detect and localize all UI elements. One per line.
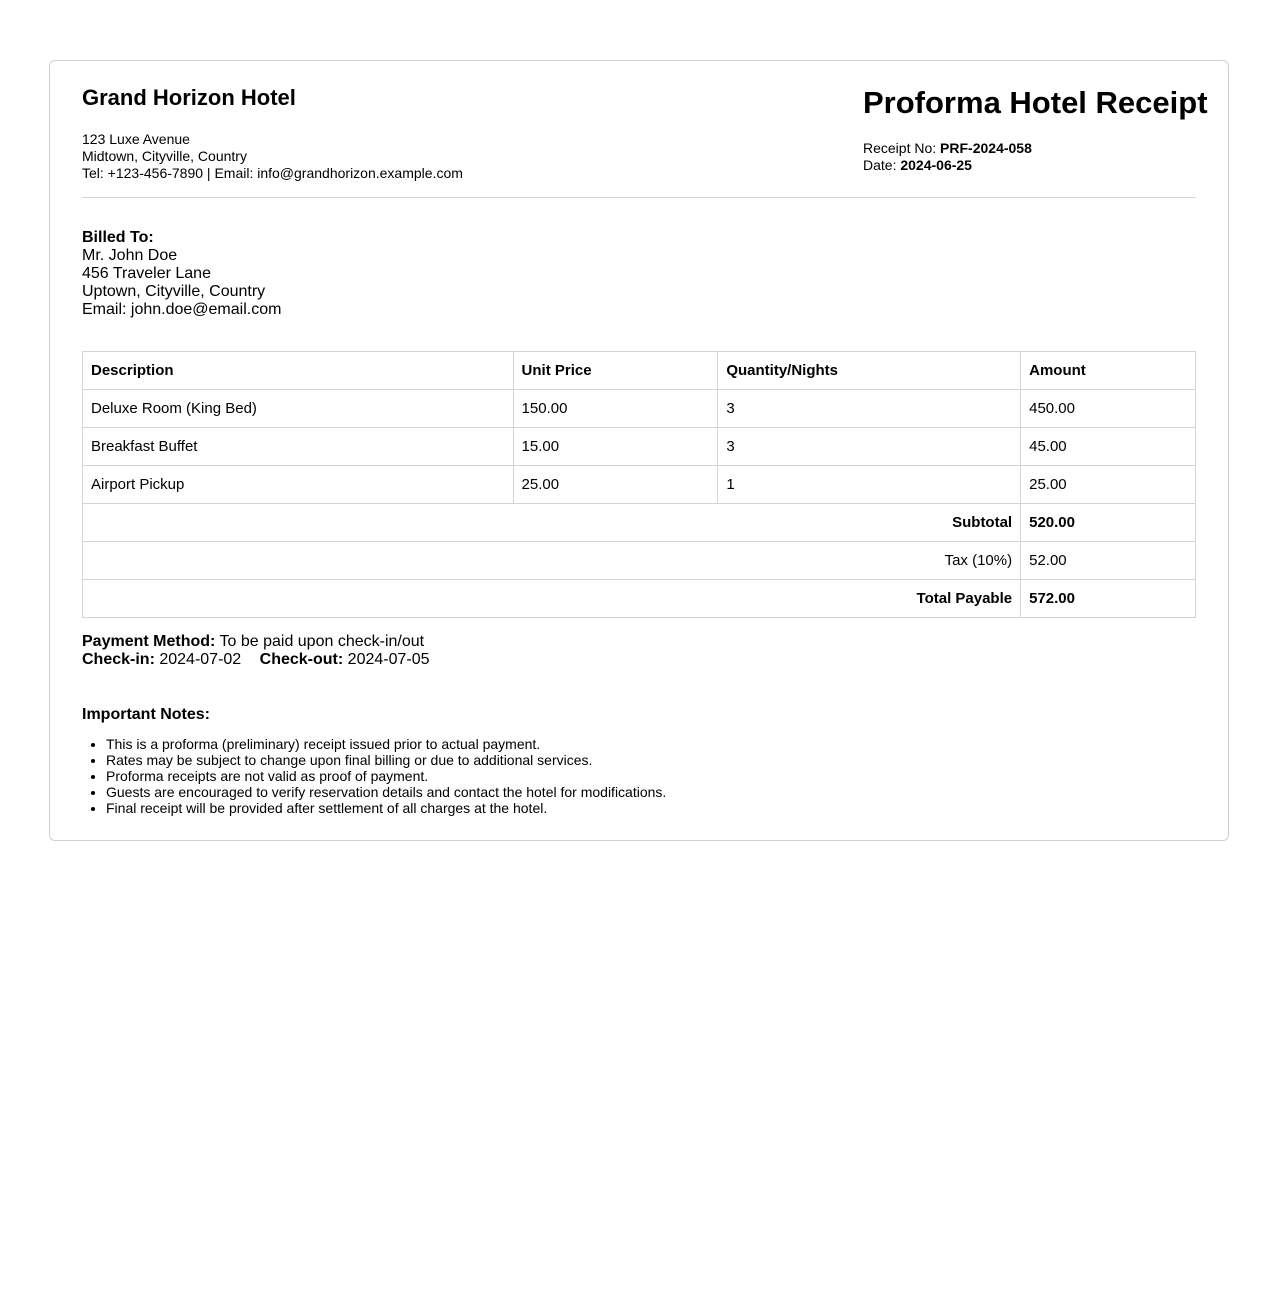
billed-to-email: Email: john.doe@email.com (82, 301, 282, 318)
column-header-unit-price: Unit Price (513, 352, 718, 390)
cell-unit-price: 25.00 (513, 466, 718, 504)
billed-to-label: Billed To: (82, 229, 154, 246)
billed-to-address-line2: Uptown, Cityville, Country (82, 283, 266, 300)
receipt-date: 2024-06-25 (900, 157, 972, 173)
table-row (83, 390, 1196, 428)
receipt-date-row (863, 157, 1032, 174)
total-row (83, 580, 1196, 618)
hotel-contact: Tel: +123-456-7890 | Email: info@grandhorizon.example.com (82, 165, 463, 181)
cell-amount: 45.00 (1021, 428, 1196, 466)
list-item: • Proforma receipts are not valid as proof of payment. (106, 768, 666, 784)
table-header-row (83, 352, 1196, 390)
subtotal-value: 520.00 (1021, 504, 1196, 542)
charges-table (82, 351, 1196, 618)
cell-unit-price: 15.00 (513, 428, 718, 466)
list-item: • Rates may be subject to change upon final billing or due to additional services. (106, 752, 666, 768)
column-header-description: Description (83, 352, 514, 390)
column-header-quantity: Quantity/Nights (718, 352, 1021, 390)
hotel-address (82, 131, 463, 182)
receipt-card (49, 60, 1229, 841)
cell-amount: 450.00 (1021, 390, 1196, 428)
cell-amount: 25.00 (1021, 466, 1196, 504)
list-item: • This is a proforma (preliminary) receipt issued prior to actual payment. (106, 736, 666, 752)
billed-to-address-line1: 456 Traveler Lane (82, 265, 211, 282)
notes-title: Important Notes: (82, 706, 210, 723)
subtotal-row (83, 504, 1196, 542)
checkout-date: 2024-07-05 (347, 651, 430, 668)
table-row (83, 466, 1196, 504)
receipt-number-row (863, 140, 1032, 157)
payment-method-row (82, 633, 430, 651)
receipt-meta (863, 140, 1032, 174)
payment-method-label: Payment Method: (82, 633, 216, 650)
hotel-name: Grand Horizon Hotel (82, 85, 296, 110)
tax-label: Tax (10%) (83, 542, 1021, 580)
payment-method-value: To be paid upon check-in/out (219, 633, 425, 650)
cell-description: Deluxe Room (King Bed) (83, 390, 514, 428)
total-label: Total Payable (83, 580, 1021, 618)
checkout-label: Check-out: (259, 651, 344, 668)
receipt-date-label: Date: (863, 157, 897, 173)
billed-to-name: Mr. John Doe (82, 247, 178, 264)
cell-description: Airport Pickup (83, 466, 514, 504)
receipt-number-label: Receipt No: (863, 140, 937, 156)
hotel-address-line2: Midtown, Cityville, Country (82, 148, 247, 164)
document-title: Proforma Hotel Receipt (863, 85, 1208, 120)
table-row (83, 428, 1196, 466)
cell-quantity: 1 (718, 466, 1021, 504)
payment-section (82, 633, 430, 669)
receipt-number: PRF-2024-058 (940, 140, 1032, 156)
cell-quantity: 3 (718, 428, 1021, 466)
hotel-address-line1: 123 Luxe Avenue (82, 131, 190, 147)
notes-list (82, 736, 666, 816)
cell-quantity: 3 (718, 390, 1021, 428)
cell-unit-price: 150.00 (513, 390, 718, 428)
cell-description: Breakfast Buffet (83, 428, 514, 466)
checkin-label: Check-in: (82, 651, 155, 668)
tax-row (83, 542, 1196, 580)
total-value: 572.00 (1021, 580, 1196, 618)
receipt-header (82, 61, 1208, 198)
tax-value: 52.00 (1021, 542, 1196, 580)
column-header-amount: Amount (1021, 352, 1196, 390)
stay-dates-row (82, 651, 430, 669)
list-item: • Final receipt will be provided after settlement of all charges at the hotel. (106, 800, 666, 816)
billed-to-section (82, 229, 281, 319)
list-item: • Guests are encouraged to verify reservation details and contact the hotel for modifications. (106, 784, 666, 800)
subtotal-label: Subtotal (83, 504, 1021, 542)
checkin-date: 2024-07-02 (159, 651, 242, 668)
